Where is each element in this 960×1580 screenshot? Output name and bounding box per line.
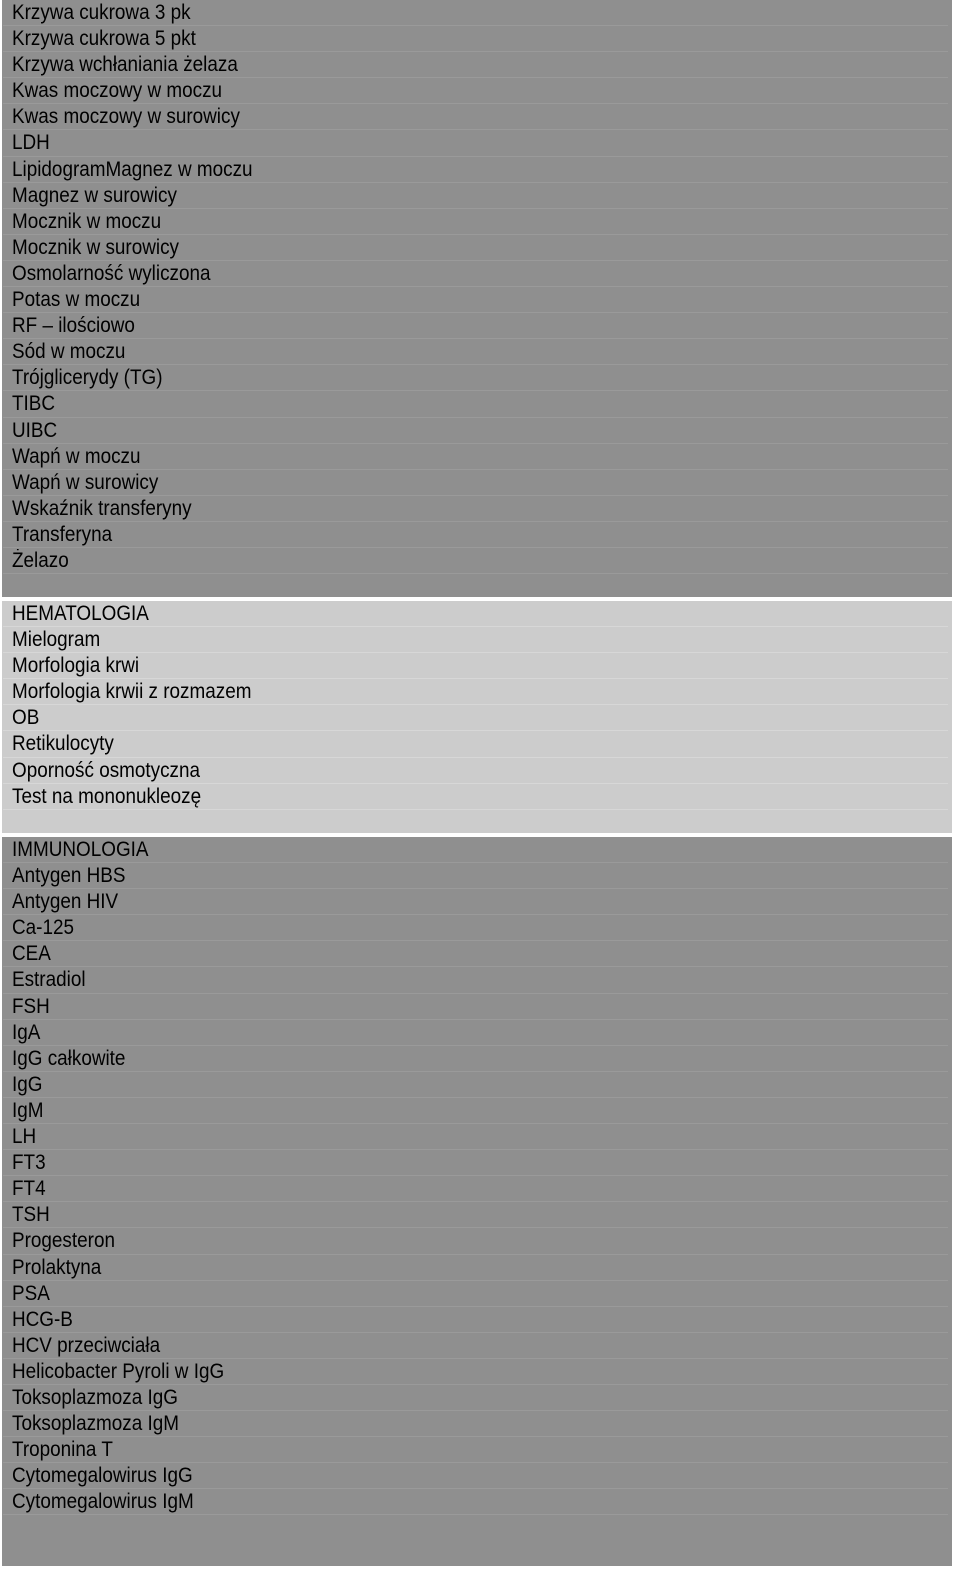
list-item: Wapń w moczu <box>12 444 858 470</box>
list-item: Mocznik w surowicy <box>12 235 858 261</box>
list-item: Progesteron <box>12 1228 858 1254</box>
list-item: Helicobacter Pyroli w IgG <box>12 1359 858 1385</box>
list-item: Estradiol <box>12 967 858 993</box>
list-item: OB <box>12 705 858 731</box>
list-item: TSH <box>12 1202 858 1228</box>
biochemistry-section <box>2 0 952 597</box>
list-item: Cytomegalowirus IgG <box>12 1463 858 1489</box>
list-item: Potas w moczu <box>12 287 858 313</box>
list-item: Morfologia krwi <box>12 653 858 679</box>
list-item: Cytomegalowirus IgM <box>12 1489 858 1515</box>
list-item: Krzywa cukrowa 3 pk <box>12 0 858 26</box>
list-item: Trójglicerydy (TG) <box>12 365 858 391</box>
list-item: Antygen HBS <box>12 863 858 889</box>
list-item: FSH <box>12 994 858 1020</box>
list-item: Mocznik w moczu <box>12 209 858 235</box>
section-heading: HEMATOLOGIA <box>12 601 858 627</box>
list-item: Toksoplazmoza IgM <box>12 1411 858 1437</box>
list-item: HCG-B <box>12 1307 858 1333</box>
list-item: Żelazo <box>12 548 858 574</box>
list-item: UIBC <box>12 418 858 444</box>
list-item: Toksoplazmoza IgG <box>12 1385 858 1411</box>
list-item: Prolaktyna <box>12 1255 858 1281</box>
list-item: Krzywa cukrowa 5 pkt <box>12 26 858 52</box>
list-item: IgM <box>12 1098 858 1124</box>
immunology-section <box>2 837 952 1566</box>
list-item: Antygen HIV <box>12 889 858 915</box>
list-item: Magnez w surowicy <box>12 183 858 209</box>
section-heading: IMMUNOLOGIA <box>12 837 858 863</box>
list-item: IgG całkowite <box>12 1046 858 1072</box>
list-item: FT3 <box>12 1150 858 1176</box>
list-item: Ca-125 <box>12 915 858 941</box>
list-item: Troponina T <box>12 1437 858 1463</box>
list-item: Kwas moczowy w moczu <box>12 78 858 104</box>
list-item: Morfologia krwii z rozmazem <box>12 679 858 705</box>
list-item: Kwas moczowy w surowicy <box>12 104 858 130</box>
list-item: Test na mononukleozę <box>12 784 858 810</box>
list-item: IgG <box>12 1072 858 1098</box>
list-item: IgA <box>12 1020 858 1046</box>
list-item: LDH <box>12 130 858 156</box>
list-item: RF – ilościowo <box>12 313 858 339</box>
list-item: CEA <box>12 941 858 967</box>
list-item: Retikulocyty <box>12 731 858 757</box>
list-item: Wapń w surowicy <box>12 470 858 496</box>
list-item: Oporność osmotyczna <box>12 758 858 784</box>
list-item: Krzywa wchłaniania żelaza <box>12 52 858 78</box>
list-item: Mielogram <box>12 627 858 653</box>
list-item: TIBC <box>12 391 858 417</box>
list-item: FT4 <box>12 1176 858 1202</box>
hematology-section <box>2 601 952 833</box>
list-item: HCV przeciwciała <box>12 1333 858 1359</box>
list-item: Osmolarność wyliczona <box>12 261 858 287</box>
list-item: PSA <box>12 1281 858 1307</box>
list-item: Sód w moczu <box>12 339 858 365</box>
list-item: Wskaźnik transferyny <box>12 496 858 522</box>
list-item: Transferyna <box>12 522 858 548</box>
list-item: LH <box>12 1124 858 1150</box>
list-item: LipidogramMagnez w moczu <box>12 157 858 183</box>
